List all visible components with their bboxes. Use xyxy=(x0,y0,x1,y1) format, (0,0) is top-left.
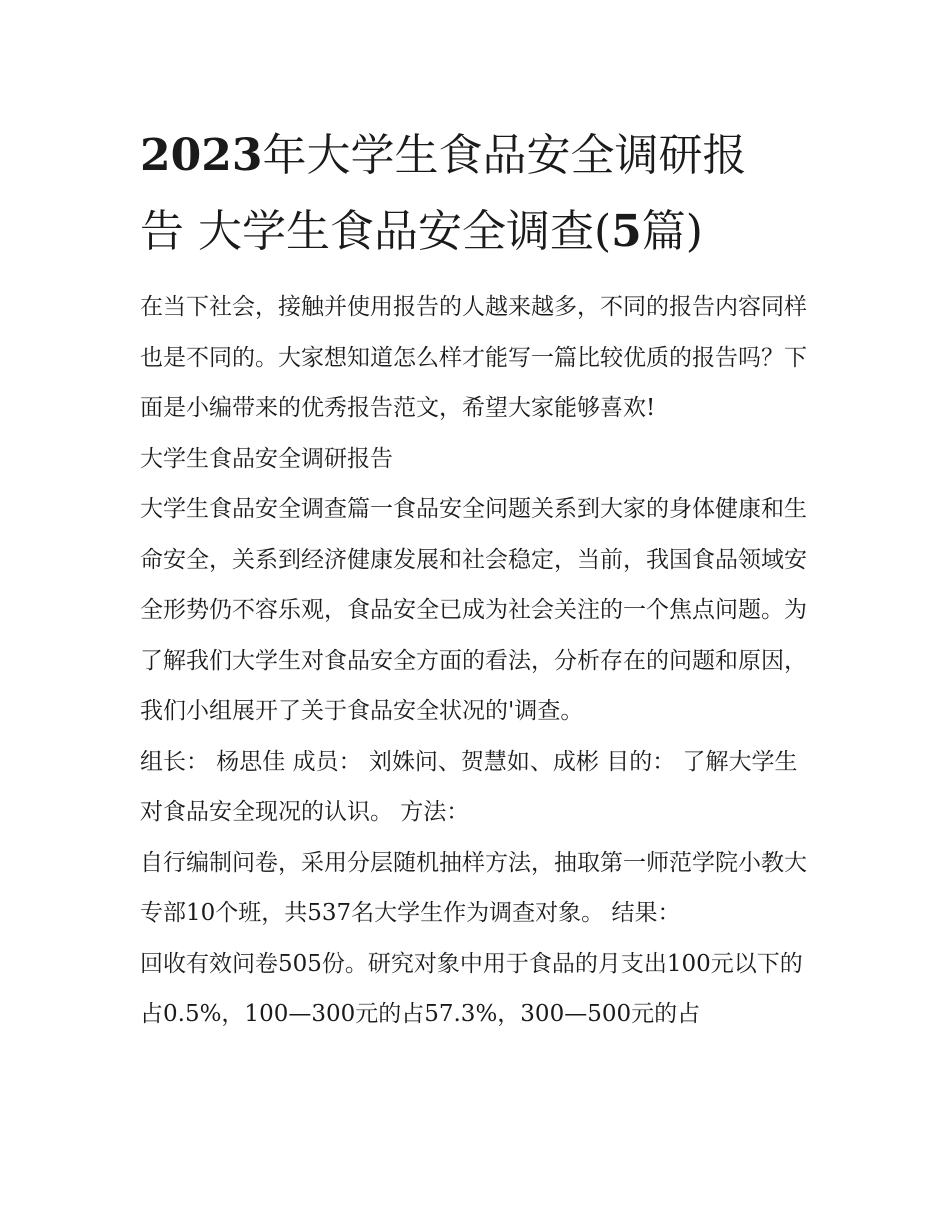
section-heading: 大学生食品安全调研报告 xyxy=(140,445,393,472)
title-line2-end: 篇) xyxy=(641,206,703,257)
title-line2-text: 告 大学生食品安全调查( xyxy=(140,206,612,257)
title-year: 2023 xyxy=(140,130,263,181)
body-paragraph-members: 组长： 杨思佳 成员： 刘姝问、贺慧如、成彬 目的： 了解大学生对食品安全现况的认识。 方法： xyxy=(140,748,798,825)
document-title xyxy=(140,118,820,270)
intro-paragraph: 在当下社会，接触并使用报告的人越来越多，不同的报告内容同样也是不同的。大家想知道怎么样才能写一篇比较优质的报告吗？下面是小编带来的优秀报告范文，希望大家能够喜欢! xyxy=(140,294,807,421)
title-line1-text: 年大学生食品安全调研报 xyxy=(262,130,747,181)
body-paragraph-results: 回收有效问卷505份。研究对象中用于食品的月支出100元以下的占0.5%，100—300元的占57.3%，300—500元的占 xyxy=(140,950,803,1027)
title-count: 5 xyxy=(611,206,642,257)
body-paragraph-background: 大学生食品安全调查篇一食品安全问题关系到大家的身体健康和生命安全，关系到经济健康发展和社会稳定，当前，我国食品领域安全形势仍不容乐观，食品安全已成为社会关注的一个焦点问题。为了解我们大学生对食品安全方面的看法，分析存在的问题和原因，我们小组展开了关于食品安全状况的'调查。 xyxy=(140,496,807,724)
document-page xyxy=(140,118,820,1040)
body-paragraph-method: 自行编制问卷，采用分层随机抽样方法，抽取第一师范学院小教大专部10个班，共537名大学生作为调查对象。 结果： xyxy=(140,849,807,926)
